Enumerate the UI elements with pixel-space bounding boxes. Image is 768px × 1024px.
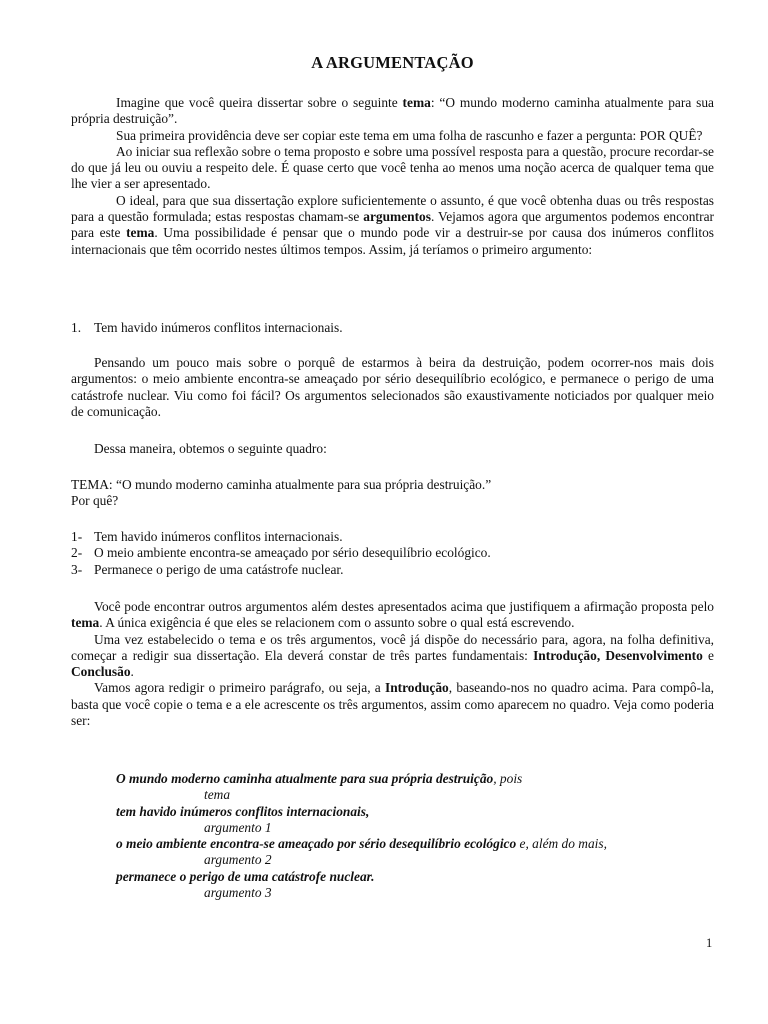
quote-bold: tem havido inúmeros conflitos internacionais, [116,803,370,819]
bold-term: Desenvolvimento [605,647,703,663]
text-run: . Vejamos agora que argumentos podemos encontrar para este [71,209,714,241]
quote-line-3 [116,836,714,852]
list-item [71,529,714,545]
quote-line-1 [116,771,714,787]
paragraph-4 [71,193,714,258]
tema-line: TEMA: “O mundo moderno caminha atualmente para sua própria destruição.” [71,477,492,492]
tema-block [71,477,714,510]
page-number: 1 [706,936,713,950]
text-run: Imagine que você queira dissertar sobre o seguinte [116,95,403,110]
paragraph-3: Ao iniciar sua reflexão sobre o tema proposto e sobre uma possível resposta para a questão, procure recordar-se do que já leu ou ouviu a respeito dele. É quase certo que você tenha ao menos uma noção acerca de qualquer tema que lhe vier a ser apresentado. [71,143,714,192]
bold-term: Conclusão [71,664,131,680]
text-run: Uma vez estabelecido o tema e os três argumentos, você já dispõe do necessário para, agora, na folha definitiva, começar a redigir sua dissertação. Ela deverá constar de três partes fundamentais: [71,631,714,663]
example-introduction [116,771,714,901]
paragraph-5-block [71,355,714,420]
list-text: Tem havido inúmeros conflitos internacionais. [94,320,343,335]
quote-bold: O mundo moderno caminha atualmente para sua própria destruição [116,771,494,786]
bold-term: Introdução, [533,647,601,663]
quote-bold: o meio ambiente encontra-se ameaçado por sério desequilíbrio ecológico [116,836,517,852]
quote-label: argumento 1 [204,819,272,835]
quote-label: argumento 3 [204,885,272,901]
list-text: Tem havido inúmeros conflitos internacionais. [94,529,343,544]
text-run: e [702,647,714,663]
text-run: : “O mundo moderno caminha atualmente para sua própria destruição”. [71,95,714,127]
text-run: Vamos agora redigir o primeiro parágrafo, ou seja, a [94,680,385,696]
list-number: 2- [71,545,83,561]
list-2 [71,529,714,578]
quote-connector: , pois [493,771,523,786]
list-text: O meio ambiente encontra-se ameaçado por sério desequilíbrio ecológico. [94,545,491,561]
text-run: . Uma possibilidade é pensar que o mundo pode vir a destruir-se por causa dos inúmeros conflitos internacionais que têm ocorrido nestes últimos tempos. Assim, já teríamos o primeiro argumento: [71,225,714,257]
list-number: 1. [71,320,82,335]
list-number: 1- [71,529,83,544]
porque-line: Por quê? [71,493,119,509]
page-title: A ARGUMENTAÇÃO [311,53,474,72]
closing-section [71,599,714,729]
paragraph-8 [71,632,714,681]
text-run: . A única exigência é que eles se relacionem com o assunto sobre o qual está escrevendo. [99,615,575,631]
bold-term: tema [402,95,431,110]
quote-line-2 [116,804,714,820]
list-text: Permanece o perigo de uma catástrofe nuclear. [94,561,344,577]
quote-bold: permanece o perigo de uma catástrofe nuclear. [116,868,375,884]
quote-label: tema [204,787,231,803]
bold-term: argumentos [363,209,431,225]
quote-line-4 [116,869,714,885]
text-run: Você pode encontrar outros argumentos além destes apresentados acima que justifiquem a afirmação proposta pelo [94,599,714,614]
bold-term: tema [126,225,155,241]
text-run: O ideal, para que sua dissertação explore suficientemente o assunto, é que você obtenha duas ou três respostas para a questão formulada; estas respostas chamam-se [71,192,714,225]
list-item [71,562,714,578]
paragraph-7 [71,599,714,632]
paragraph-5: Pensando um pouco mais sobre o porquê de estarmos à beira da destruição, podem ocorrer-nos mais dois argumentos: o meio ambiente encontra-se ameaçado por sério desequilíbrio ecológico, e permanece o perigo de uma catástrofe nuclear. Viu como foi fácil? Os argumentos selecionados são exaustivamente noticiados por qualquer meio de comunicação. [71,355,714,419]
paragraph-9 [71,680,714,729]
list-item [71,320,714,336]
paragraph-2: Sua primeira providência deve ser copiar este tema em uma folha de rascunho e fazer a pergunta: POR QUÊ? [116,127,703,143]
list-number: 3- [71,561,83,577]
list-1 [71,320,714,336]
text-run: , baseando-nos no quadro acima. Para compô-la, basta que você copie o tema e a ele acrescente os três argumentos, assim como aparecem no quadro. Veja como poderia ser: [71,680,714,729]
quote-label: argumento 2 [204,852,272,868]
text-run: . [130,664,134,680]
paragraph-6: Dessa maneira, obtemos o seguinte quadro: [94,441,327,456]
paragraph-1 [71,95,714,128]
quote-connector: e, além do mais, [516,836,607,852]
intro-section [71,95,714,258]
bold-term: tema [71,615,100,631]
bold-term: Introdução [384,680,449,696]
list-item [71,545,714,561]
paragraph-6-block [71,441,714,457]
